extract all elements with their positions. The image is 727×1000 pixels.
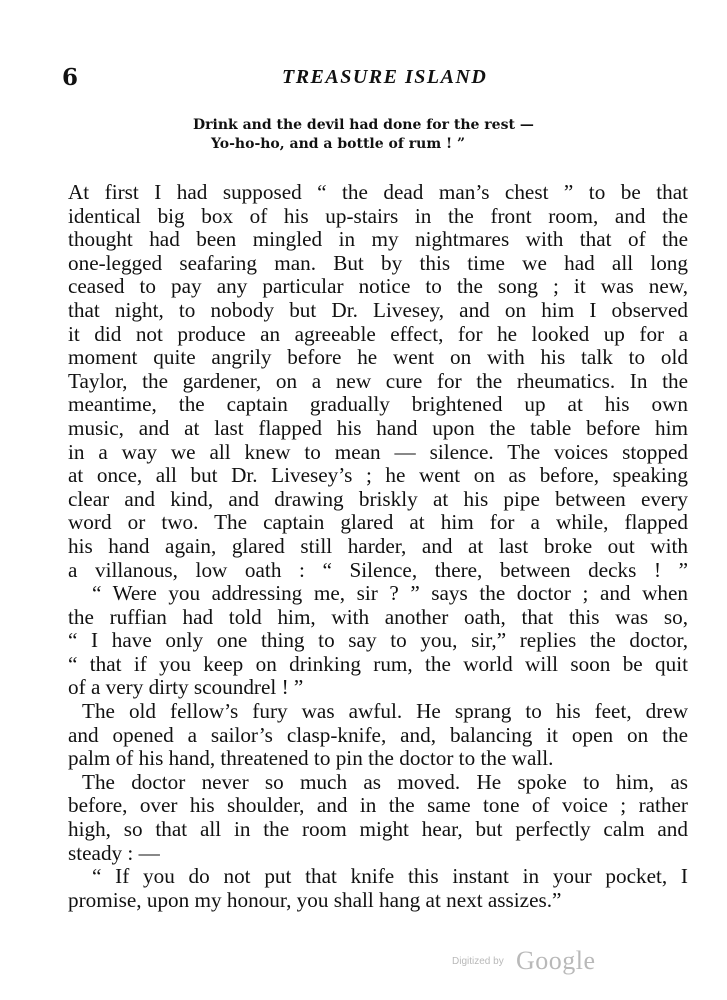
watermark-prefix: Digitized by [452,956,504,967]
text-line: at once, all but Dr. Livesey’s ; he went on as before, speaking [68,463,688,488]
text-line: high, so that all in the room might hear, but perfectly calm and [68,817,688,842]
digitized-by-google-watermark [452,946,612,976]
text-line: “ I have only one thing to say to you, sir,” replies the doctor, [68,628,688,653]
text-line: word or two. The captain glared at him for a while, flapped [68,510,688,535]
text-line: promise, upon my honour, you shall hang at next assizes.” [68,887,562,912]
text-line: steady : — [68,840,160,865]
text-line: before, over his shoulder, and in the same tone of voice ; rather [68,793,688,818]
text-line: “ Were you addressing me, sir ? ” says the doctor ; and when [92,581,688,606]
text-line: a villanous, low oath : “ Silence, there, between decks ! ” [68,557,688,582]
google-logo: Google [516,946,596,975]
text-line: one-legged seafaring man. But by this time we had all long [68,250,688,275]
verse-line: Yo-ho-ho, and a bottle of rum ! ” [211,136,466,152]
text-line: the ruffian had told him, with another oath, that this was so, [68,604,688,629]
text-line: The old fellow’s fury was awful. He sprang to his feet, drew [82,699,688,724]
text-line: in a way we all knew to mean — silence. The voices stopped [68,439,688,464]
text-line: thought had been mingled in my nightmares with that of the [68,227,688,252]
text-line: his hand again, glared still harder, and at last broke out with [68,533,688,558]
running-head [62,64,690,94]
book-title: TREASURE ISLAND [282,66,488,88]
text-line: that night, to nobody but Dr. Livesey, and on him I observed [68,297,688,322]
text-line: Taylor, the gardener, on a new cure for the rheumatics. In the [68,368,688,393]
text-line: music, and at last flapped his hand upon the table before him [68,415,688,440]
text-line: clear and kind, and drawing briskly at his pipe between every [68,486,688,511]
page-number: 6 [62,64,79,91]
text-line: meantime, the captain gradually brightened up at his own [68,392,688,417]
text-line: The doctor never so much as moved. He spoke to him, as [82,769,688,794]
body-text [68,181,688,912]
text-line: “ that if you keep on drinking rum, the world will soon be quit [68,651,688,676]
verse-line: Drink and the devil had done for the rest — [193,117,534,133]
text-line: identical big box of his up-stairs in the front room, and the [68,203,688,228]
text-line: it did not produce an agreeable effect, for he looked up for a [68,321,688,346]
text-line: of a very dirty scoundrel ! ” [68,675,304,700]
text-line: palm of his hand, threatened to pin the doctor to the wall. [68,746,554,771]
text-line: and opened a sailor’s clasp-knife, and, balancing it open on the [68,722,688,747]
song-verse [193,116,534,154]
text-line: moment quite angrily before he went on with his talk to old [68,345,688,370]
text-line: “ If you do not put that knife this instant in your pocket, I [92,864,688,889]
text-line: ceased to pay any particular notice to the song ; it was new, [68,274,688,299]
text-line: At first I had supposed “ the dead man’s chest ” to be that [68,180,688,204]
